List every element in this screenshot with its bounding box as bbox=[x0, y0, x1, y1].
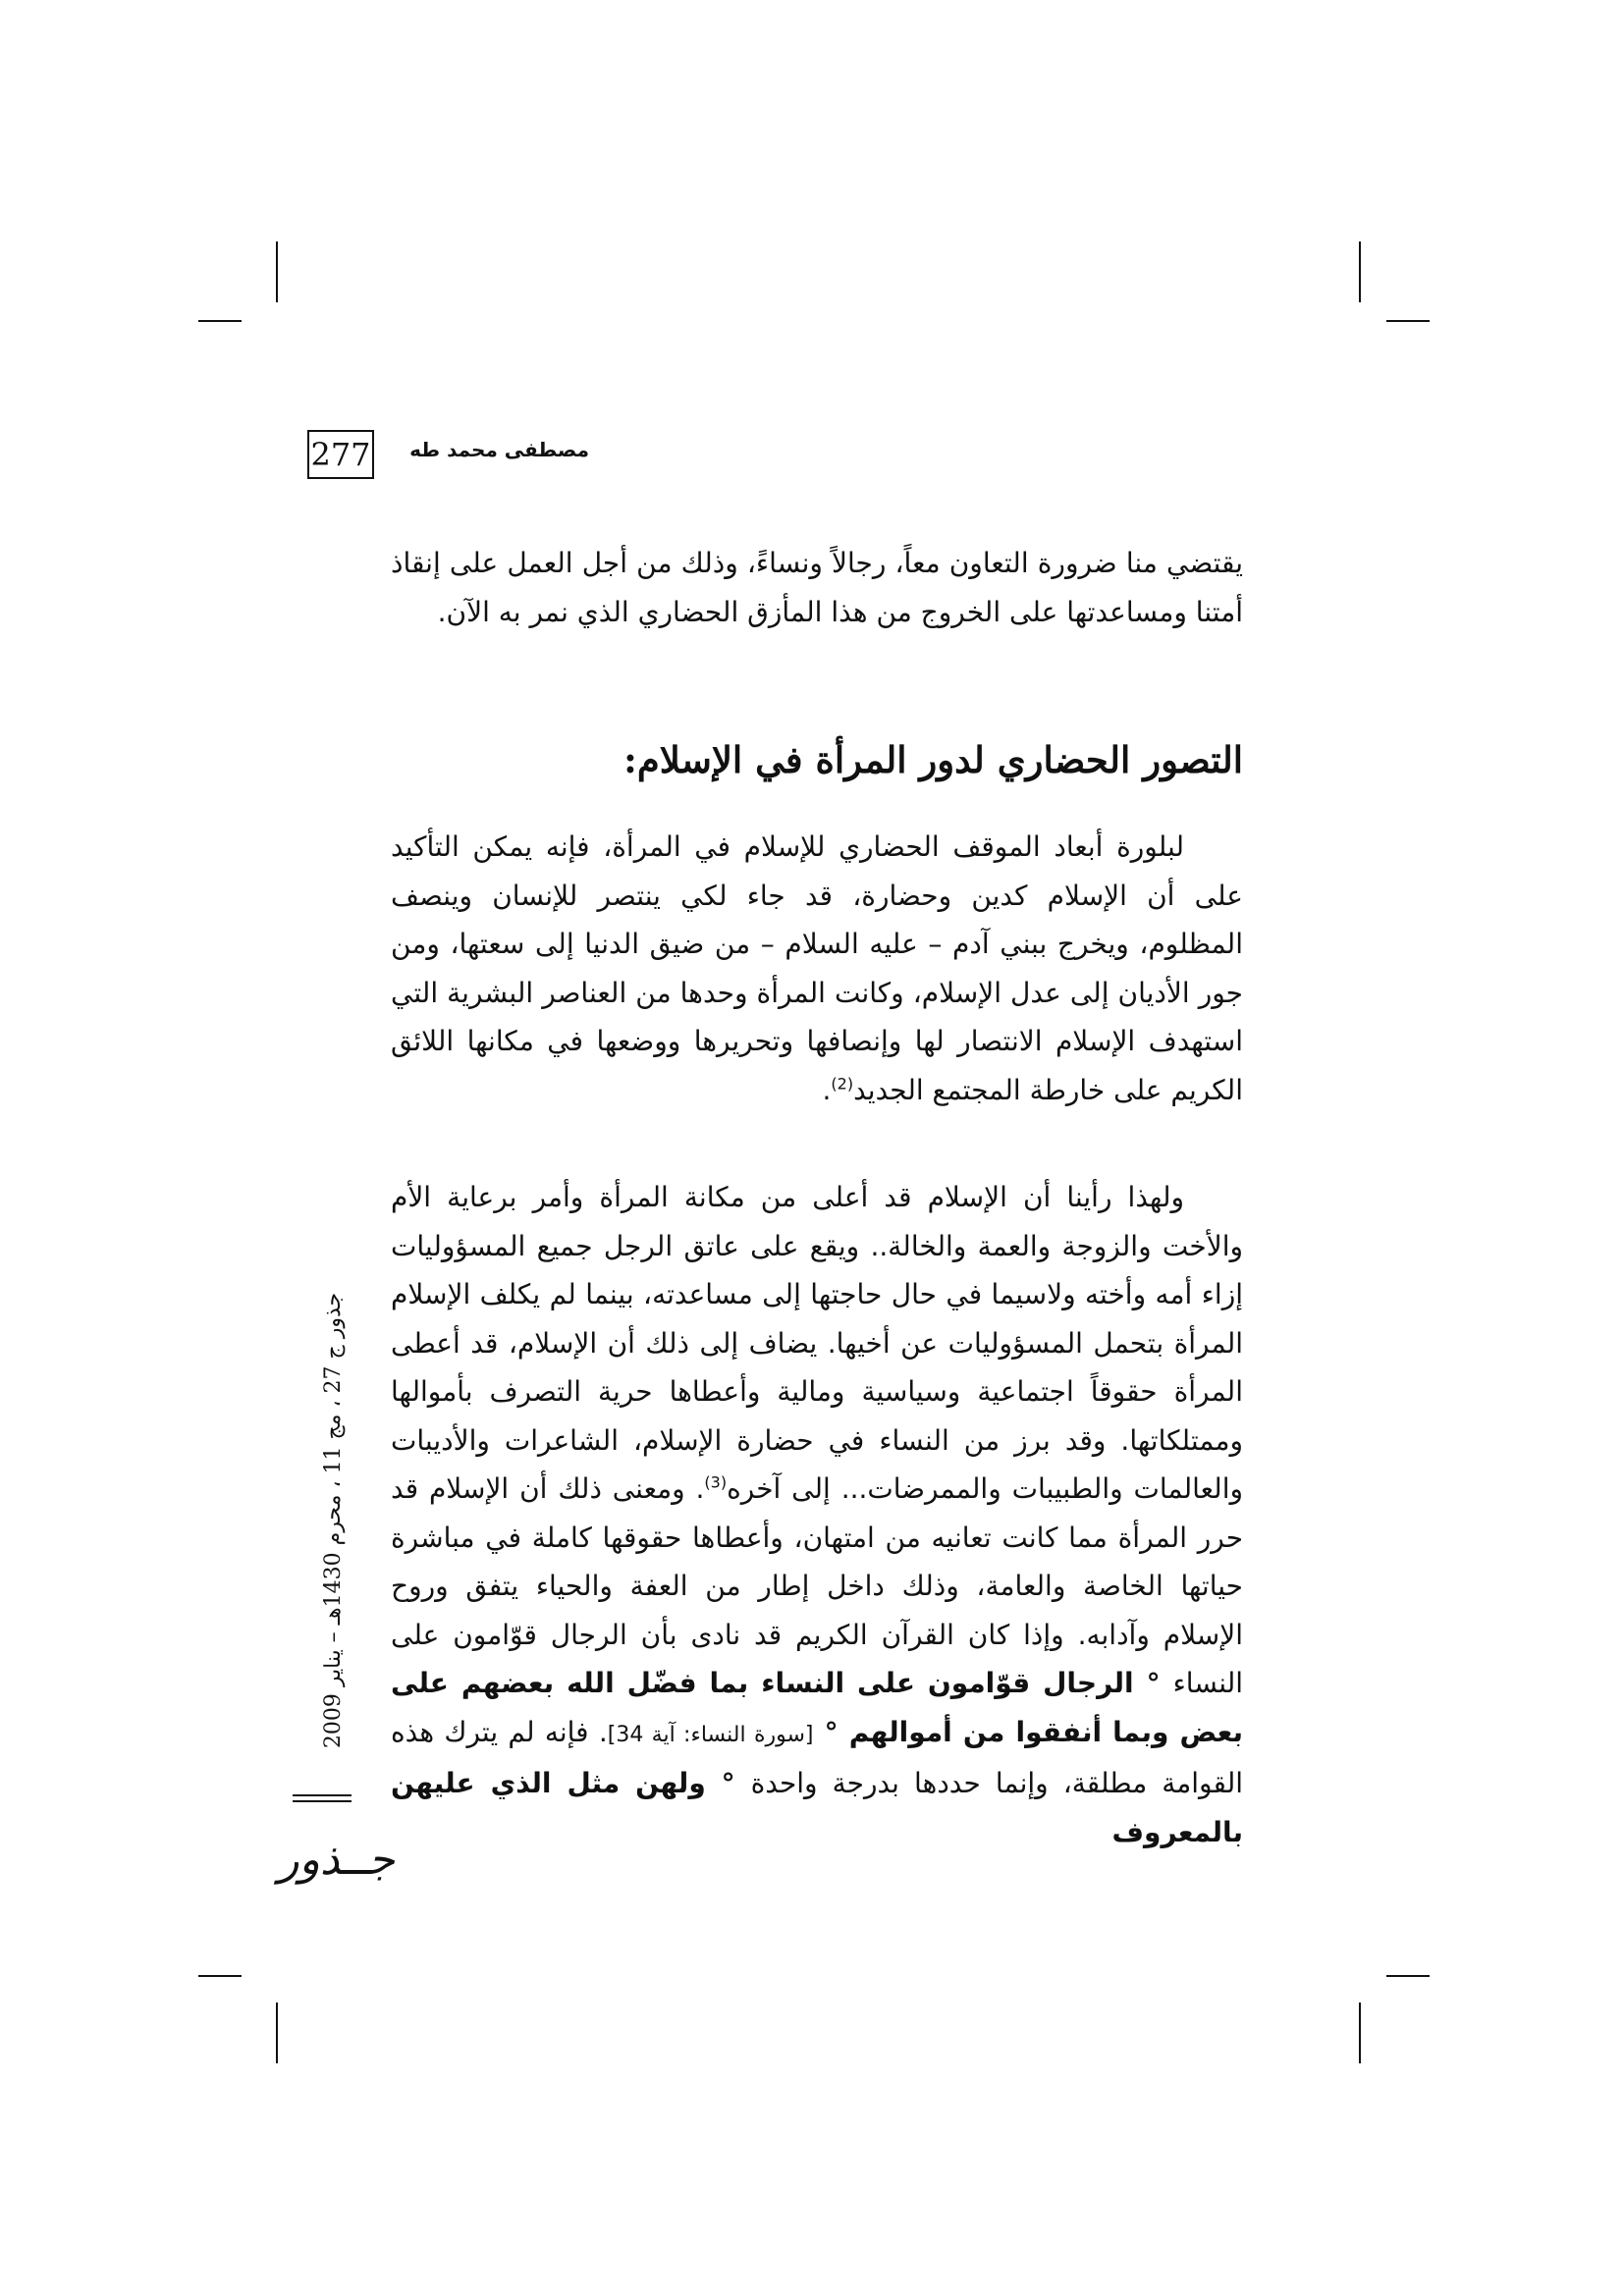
paragraph-3 bbox=[391, 1173, 1243, 1856]
paragraph-text bbox=[391, 823, 1243, 1114]
footnote-ref: (3) bbox=[704, 1472, 728, 1492]
crop-mark bbox=[1386, 1975, 1430, 1977]
crop-mark bbox=[276, 2002, 278, 2063]
paragraph-1 bbox=[391, 539, 1243, 636]
footnote-ref: (2) bbox=[831, 1074, 854, 1094]
quran-verse: ° الرجال قوّامون على النساء بما فضّل الله بعضهم على بعض وبما أنفقوا من أموالهم ° bbox=[391, 1667, 1244, 1748]
paragraph-text-c: . فإنه لم يترك هذه القوامة مطلقة، وإنما حددها بدرجة واحدة bbox=[391, 1715, 1244, 1799]
paragraph-end: . bbox=[822, 1073, 832, 1106]
journal-divider bbox=[293, 1794, 352, 1806]
crop-mark bbox=[1359, 2002, 1361, 2063]
author-running-head: مصطفى محمد طه bbox=[409, 438, 589, 461]
section-heading: التصور الحضاري لدور المرأة في الإسلام: bbox=[623, 738, 1243, 781]
paragraph-text-b: . ومعنى ذلك أن الإسلام قد حرر المرأة مما كانت تعانيه من امتهان، وأعطاها حقوقها كاملة في مباشرة حياتها الخاصة والعامة، وذلك داخل إطار من العفة والحياء يتفق وروح الإسلام وآدابه. وإذا كان القرآن الكريم قد نادى بأن الرجال قوّامون على النساء bbox=[391, 1472, 1243, 1699]
page-number: 277 bbox=[307, 430, 374, 479]
crop-mark bbox=[1359, 241, 1361, 302]
quran-verse: ° ولهن مثل الذي عليهن بالمعروف bbox=[391, 1767, 1243, 1848]
paragraph-text bbox=[391, 1173, 1243, 1856]
journal-logo: جــذور bbox=[278, 1835, 395, 1885]
crop-mark bbox=[276, 241, 278, 302]
crop-mark bbox=[198, 320, 242, 322]
crop-mark bbox=[198, 1975, 242, 1977]
paragraph-2 bbox=[391, 823, 1243, 1114]
paragraph-text-main: لبلورة أبعاد الموقف الحضاري للإسلام في المرأة، فإنه يمكن التأكيد على أن الإسلام كدين وحضارة، قد جاء لكي ينتصر للإنسان وينصف المظلوم، ويخرج ببني آدم – عليه السلام – من ضيق الدنيا إلى سعتها، ومن جور الأديان إلى عدل الإسلام، وكانت المرأة وحدها من العناصر البشرية التي استهدف الإسلام الانتصار لها وإنصافها وتحريرها ووضعها في مكانها اللائق الكريم على خارطة المجتمع الجديد bbox=[391, 830, 1243, 1106]
paragraph-text: يقتضي منا ضرورة التعاون معاً، رجالاً ونساءً، وذلك من أجل العمل على إنقاذ أمتنا ومساعدتها على الخروج من هذا المأزق الحضاري الذي نمر به الآن. bbox=[391, 547, 1243, 628]
journal-info: جذور ج 27 ، مج 11 ، محرم 1430هـ – يناير 2009 bbox=[321, 1292, 346, 1749]
crop-mark bbox=[1386, 320, 1430, 322]
paragraph-text-a: ولهذا رأينا أن الإسلام قد أعلى من مكانة المرأة وأمر برعاية الأم والأخت والزوجة والعمة والخالة.. ويقع على عاتق الرجل جميع المسؤوليات إزاء أمه وأخته ولاسيما في حال حاجتها إلى مساعدته، بينما لم يكلف الإسلام المرأة بتحمل المسؤوليات عن أخيها. يضاف إلى ذلك أن الإسلام، قد أعطى المرأة حقوقاً اجتماعية وسياسية ومالية وأعطاها حرية التصرف بأموالها وممتلكاتها. وقد برز من النساء في حضارة الإسلام، الشاعرات والأديبات والعالمات والطبيبات والممرضات... إلى آخره bbox=[391, 1181, 1243, 1505]
verse-reference: [سورة النساء: آية 34] bbox=[607, 1722, 814, 1747]
